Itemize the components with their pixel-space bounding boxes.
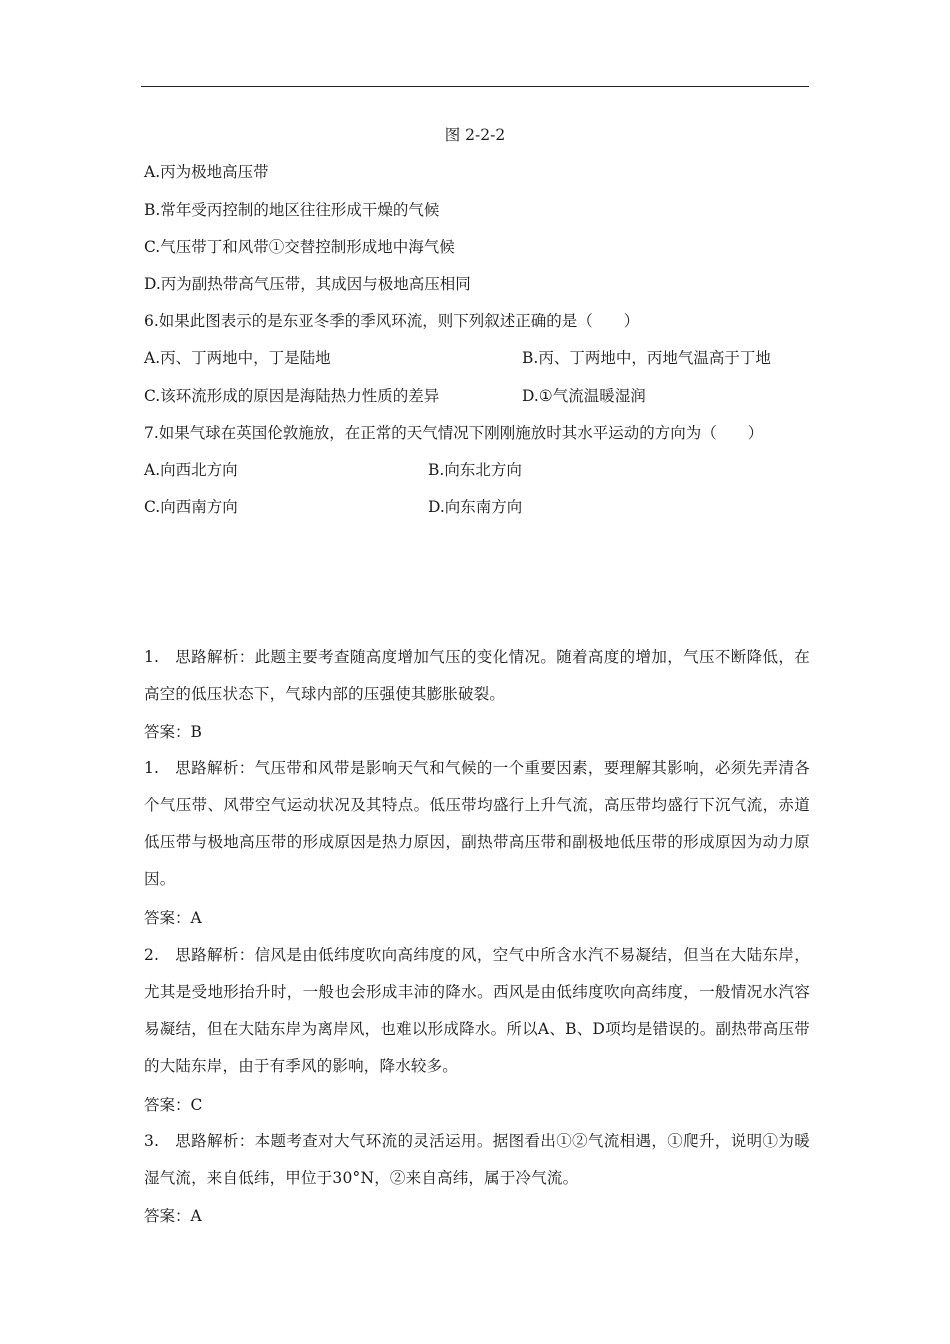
q5-option-b: B.常年受丙控制的地区往往形成干燥的气候 [144, 201, 440, 219]
q6-option-d: D.①气流温暖湿润 [522, 387, 646, 405]
figure-caption: 图 2-2-2 [444, 126, 506, 144]
q7-option-b: B.向东北方向 [428, 461, 522, 479]
q6-stem: 6.如果此图表示的是东亚冬季的季风环流，则下列叙述正确的是（ ） [144, 312, 640, 330]
q5-option-a: A.丙为极地高压带 [144, 163, 269, 181]
q7-stem: 7.如果气球在英国伦敦施放，在正常的天气情况下刚刚施放时其水平运动的方向为（ ） [144, 424, 764, 442]
q5-option-c: C.气压带丁和风带①交替控制形成地中海气候 [144, 238, 455, 256]
answer-3-key: 答案：A [144, 1207, 202, 1225]
q6-option-b: B.丙、丁两地中，丙地气温高于丁地 [522, 349, 771, 367]
answer-1a-key: 答案：B [144, 723, 202, 741]
q6-option-c: C.该环流形成的原因是海陆热力性质的差异 [144, 387, 440, 405]
header-rule [141, 86, 809, 87]
answer-1a-analysis: 1. 思路解析：此题主要考查随高度增加气压的变化情况。随着高度的增加，气压不断降低，在高空的低压状态下，气球内部的压强使其膨胀破裂。 [144, 648, 810, 703]
answer-1b-key: 答案：A [144, 909, 202, 927]
answer-1b-analysis: 1. 思路解析：气压带和风带是影响天气和气候的一个重要因素，要理解其影响，必须先弄清各个气压带、风带空气运动状况及其特点。低压带均盛行上升气流，高压带均盛行下沉气流，赤道低压带与极地高压带的形成原因是热力原因，副热带高压带和副极地低压带的形成原因为动力原因。 [144, 759, 810, 888]
q7-option-a: A.向西北方向 [144, 461, 238, 479]
answer-2-analysis: 2. 思路解析：信风是由低纬度吹向高纬度的风，空气中所含水汽不易凝结，但当在大陆东岸，尤其是受地形抬升时，一般也会形成丰沛的降水。西风是由低纬度吹向高纬度，一般情况水汽容易凝结，但在大陆东岸为离岸风，也难以形成降水。所以A、B、D项均是错误的。副热带高压带的大陆东岸，由于有季风的影响，降水较多。 [144, 946, 810, 1075]
answer-3-analysis: 3. 思路解析：本题考查对大气环流的灵活运用。据图看出①②气流相遇，①爬升，说明①为暖湿气流，来自低纬，甲位于30°N，②来自高纬，属于冷气流。 [144, 1132, 810, 1187]
q5-option-d: D.丙为副热带高气压带，其成因与极地高压相同 [144, 275, 471, 293]
q7-option-d: D.向东南方向 [428, 498, 523, 516]
q6-option-a: A.丙、丁两地中，丁是陆地 [144, 349, 331, 367]
answer-2-key: 答案：C [144, 1096, 203, 1114]
q7-option-c: C.向西南方向 [144, 498, 238, 516]
